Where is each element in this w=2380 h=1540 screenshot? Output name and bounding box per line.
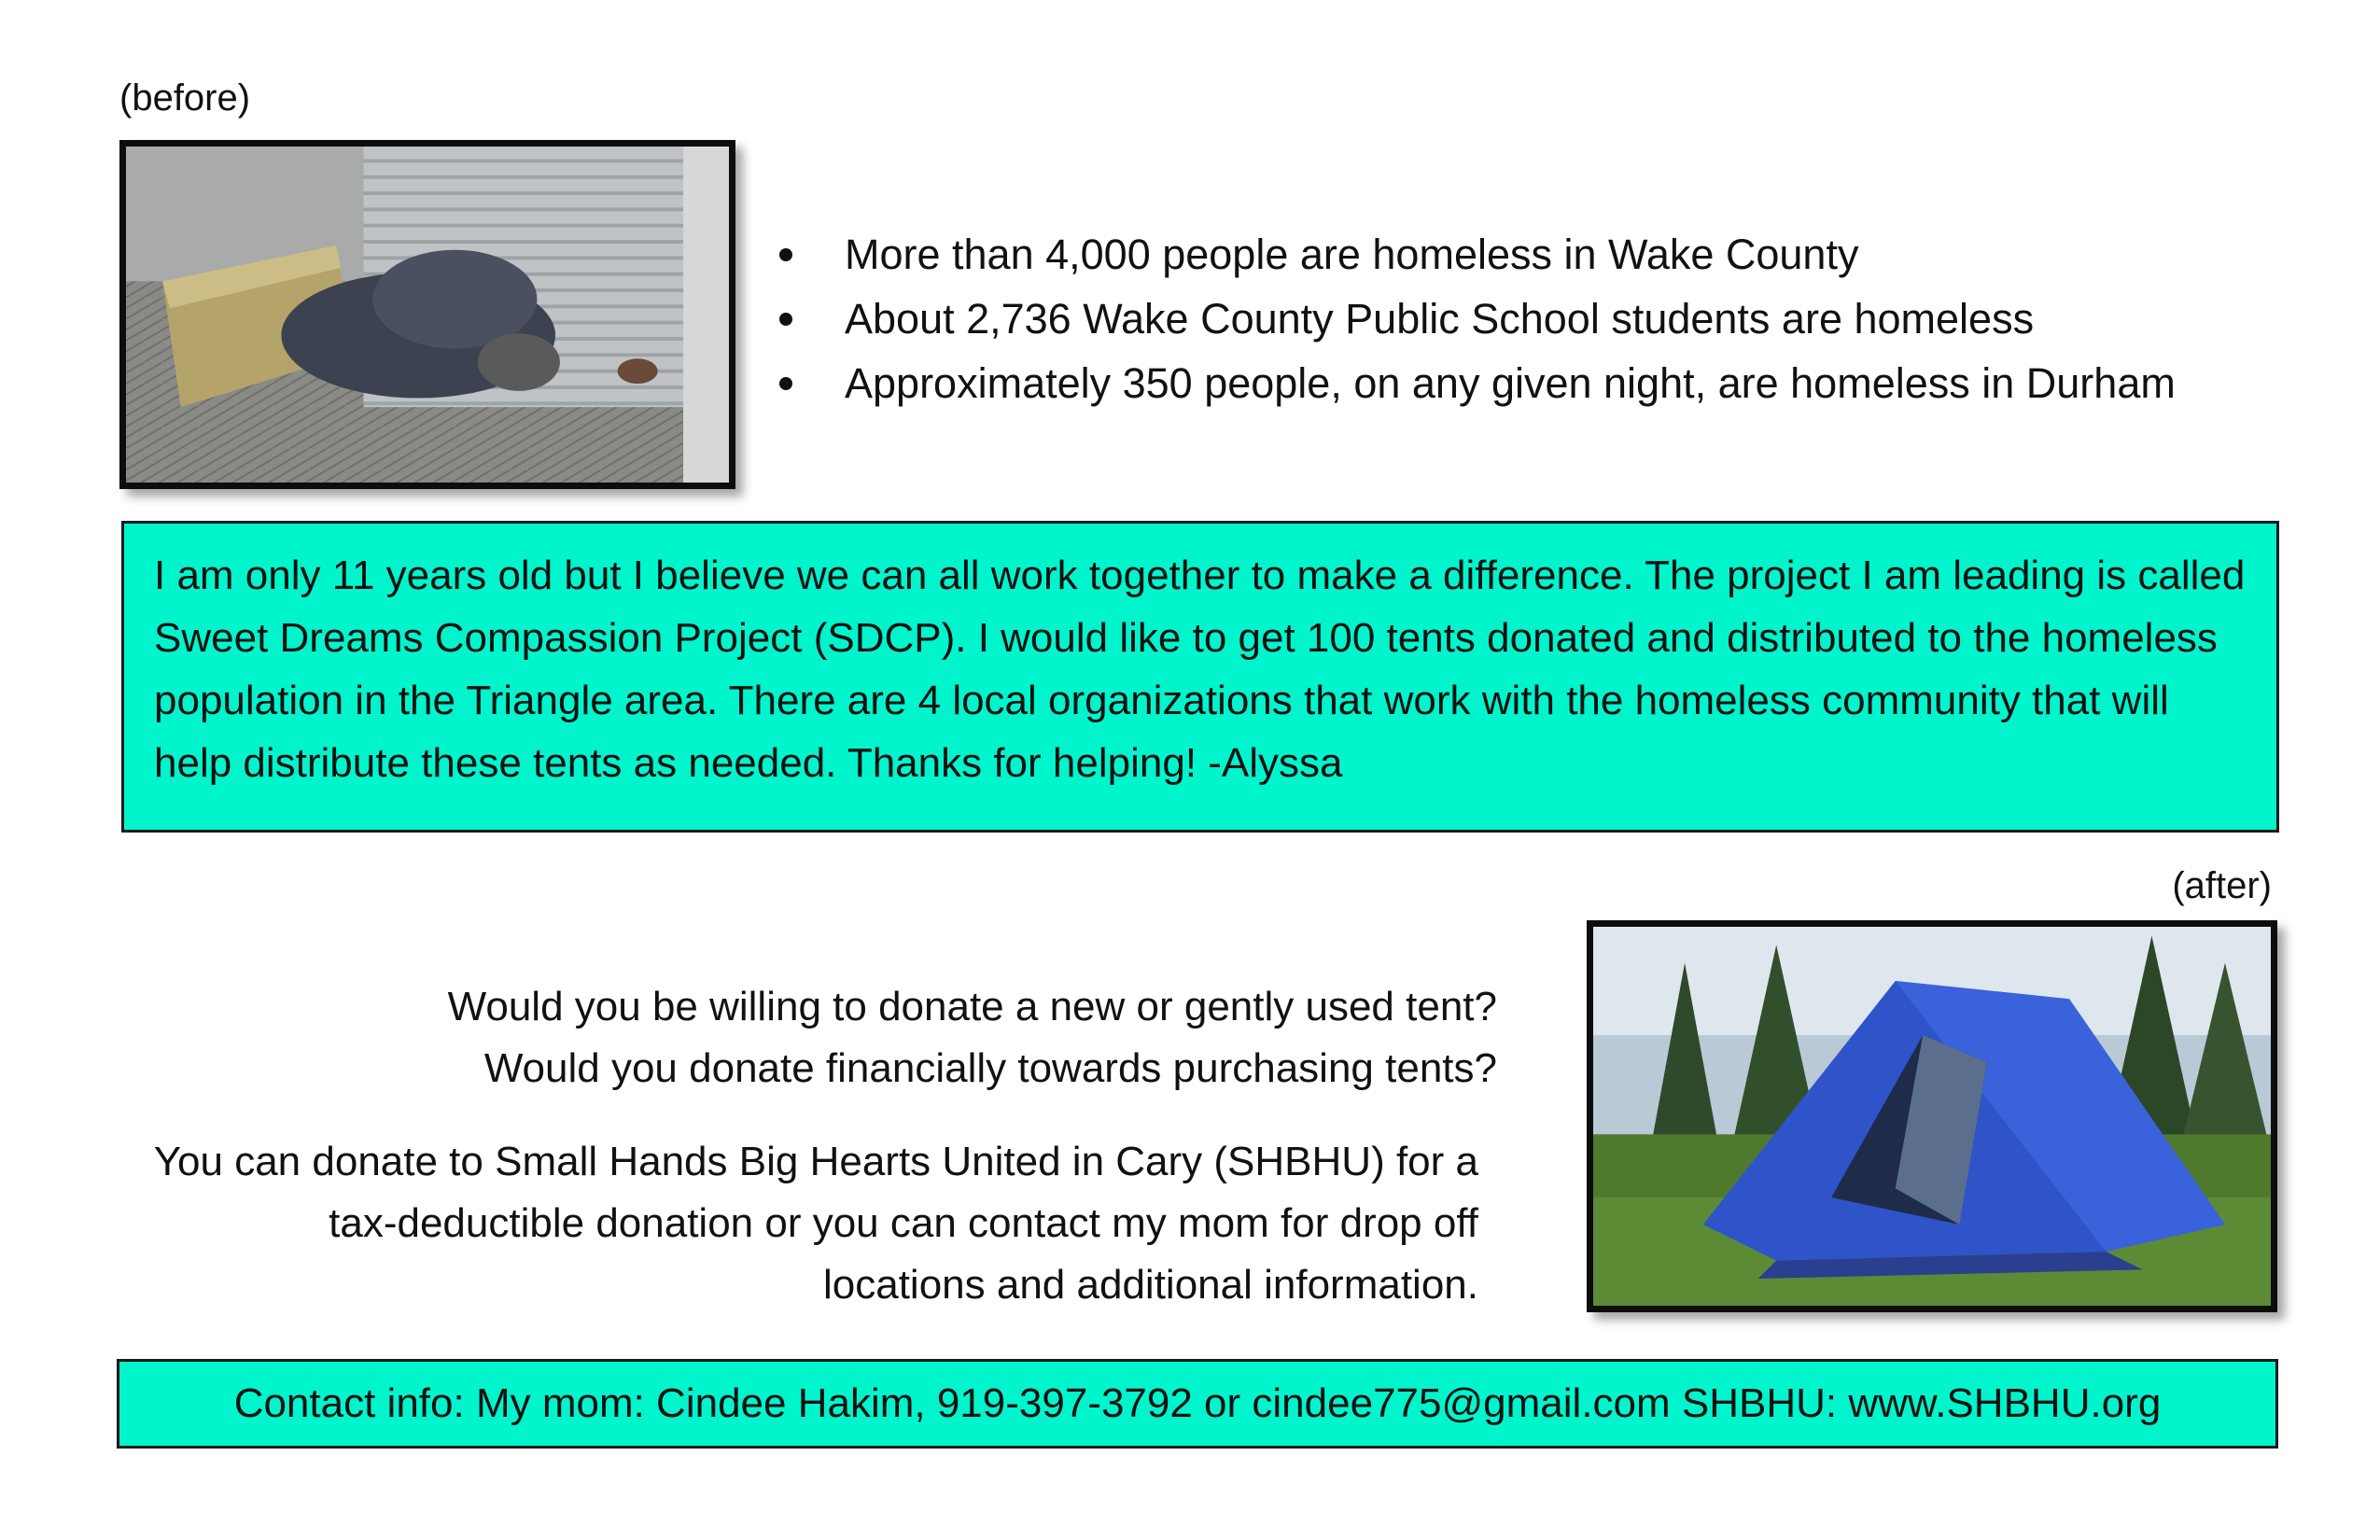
contact-info-text: Contact info: My mom: Cindee Hakim, 919-397-3792 or cindee775@gmail.com SHBHU: www.SHBHU.org — [233, 1380, 2162, 1426]
homeless-person-photo — [126, 147, 729, 483]
donation-instructions — [154, 1131, 1478, 1316]
after-caption: (after) — [2172, 865, 2272, 906]
donation-questions — [448, 976, 1497, 1099]
donate-line: You can donate to Small Hands Big Hearts United in Cary (SHBHU) for a — [153, 1139, 1478, 1184]
donate-line: locations and additional information. — [822, 1262, 1478, 1308]
homeless-stats-list — [779, 222, 2176, 415]
before-caption: (before) — [119, 77, 251, 119]
contact-info-box — [117, 1359, 2278, 1449]
question-line: Would you donate financially towards purchasing tents? — [483, 1045, 1497, 1091]
donate-line: tax-deductible donation or you can contact my mom for drop off — [329, 1200, 1478, 1246]
stat-item: Approximately 350 people, on any given night, are homeless in Durham — [779, 351, 2176, 415]
tent-photo — [1593, 927, 2271, 1306]
project-message-text: I am only 11 years old but I believe we can all work together to make a difference. The project I am leading is called Sweet Dreams Compassion Project (SDCP). I would like to get 100 tents donated and distributed to the homeless population in the Triangle area. There are 4 local organizations that work with the homeless community that will help distribute these tents as needed. Thanks for helping! -Alyssa — [154, 553, 2246, 786]
stat-item: More than 4,000 people are homeless in Wake County — [779, 222, 2176, 287]
question-line: Would you be willing to donate a new or gently used tent? — [447, 984, 1497, 1029]
before-photo — [119, 140, 735, 489]
stat-item: About 2,736 Wake County Public School students are homeless — [779, 287, 2176, 351]
after-photo — [1587, 920, 2277, 1312]
project-message-box — [121, 521, 2279, 833]
